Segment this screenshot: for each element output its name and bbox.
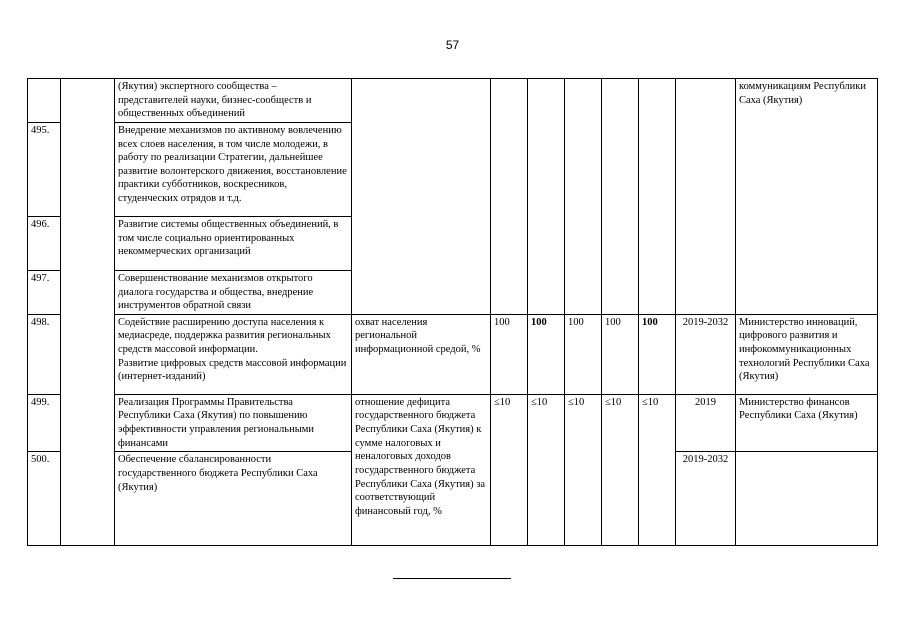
value-cell: 100 (565, 314, 602, 394)
value-cell: 100 (528, 314, 565, 394)
row-number: 500. (28, 452, 61, 546)
responsible-cell: коммуникациям Республики Саха (Якутия) (736, 79, 878, 315)
footer-divider (393, 578, 511, 579)
responsible-cell (736, 452, 878, 546)
value-cell: ≤10 (602, 394, 639, 546)
value-cell: 100 (491, 314, 528, 394)
value-cell: ≤10 (528, 394, 565, 546)
row-number: 495. (28, 122, 61, 216)
event-cell: Обеспечение сбалансированности государственного бюджета Республики Саха (Якутия) (115, 452, 352, 546)
period-cell: 2019-2032 (676, 314, 736, 394)
event-cell: (Якутия) экспертного сообщества – представителей науки, бизнес-сообществ и общественных объединений (115, 79, 352, 123)
indicator-cell: охват населения региональной информационной средой, % (352, 314, 491, 394)
value-cell (491, 79, 528, 315)
value-cell (602, 79, 639, 315)
value-cell (565, 79, 602, 315)
row-number: 499. (28, 394, 61, 452)
row-number: 497. (28, 270, 61, 314)
table-row (28, 394, 878, 452)
value-cell: ≤10 (491, 394, 528, 546)
value-cell: ≤10 (639, 394, 676, 546)
row-number: 496. (28, 216, 61, 270)
event-cell (115, 314, 352, 394)
event-cell: Реализация Программы Правительства Республики Саха (Якутия) по повышению эффективности управления региональными финансами (115, 394, 352, 452)
period-cell: 2019-2032 (676, 452, 736, 546)
event-text: Содействие расширению доступа населения к медиасреде, поддержка развития региональных средств массовой информации. Развитие цифровых средств массовой информации (интернет-изданий) (118, 316, 347, 383)
table-row (28, 314, 878, 394)
value-cell: 100 (639, 314, 676, 394)
value-cell: 100 (602, 314, 639, 394)
period-cell: 2019 (676, 394, 736, 452)
event-cell: Совершенствование механизмов открытого диалога государства и общества, внедрение инструментов обратной связи (115, 270, 352, 314)
event-cell: Развитие системы общественных объединений, в том числе социально ориентированных некоммерческих организаций (115, 216, 352, 270)
responsible-cell: Министерство инноваций, цифрового развития и инфокоммуникационных технологий Республики Саха (Якутия) (736, 314, 878, 394)
empty-column-cell (61, 79, 115, 546)
value-cell (639, 79, 676, 315)
value-cell: ≤10 (565, 394, 602, 546)
indicator-cell: отношение дефицита государственного бюджета Республики Саха (Якутия) к сумме налоговых и неналоговых доходов государственного бюджета Республики Саха (Якутия) за соответствующий финансовый год, % (352, 394, 491, 546)
event-cell: Внедрение механизмов по активному вовлечению всех слоев населения, в том числе молодежи, в работу по реализации Стратегии, дальнейшее развитие волонтерского движения, восстановление практики субботников, воскресников, студенческих отрядов и т.д. (115, 122, 352, 216)
value-cell (528, 79, 565, 315)
measures-table (27, 78, 878, 546)
responsible-cell: Министерство финансов Республики Саха (Якутия) (736, 394, 878, 452)
row-number (28, 79, 61, 123)
period-cell (676, 79, 736, 315)
page-number: 57 (445, 38, 460, 52)
indicator-cell (352, 79, 491, 315)
row-number: 498. (28, 314, 61, 394)
table-row (28, 79, 878, 123)
